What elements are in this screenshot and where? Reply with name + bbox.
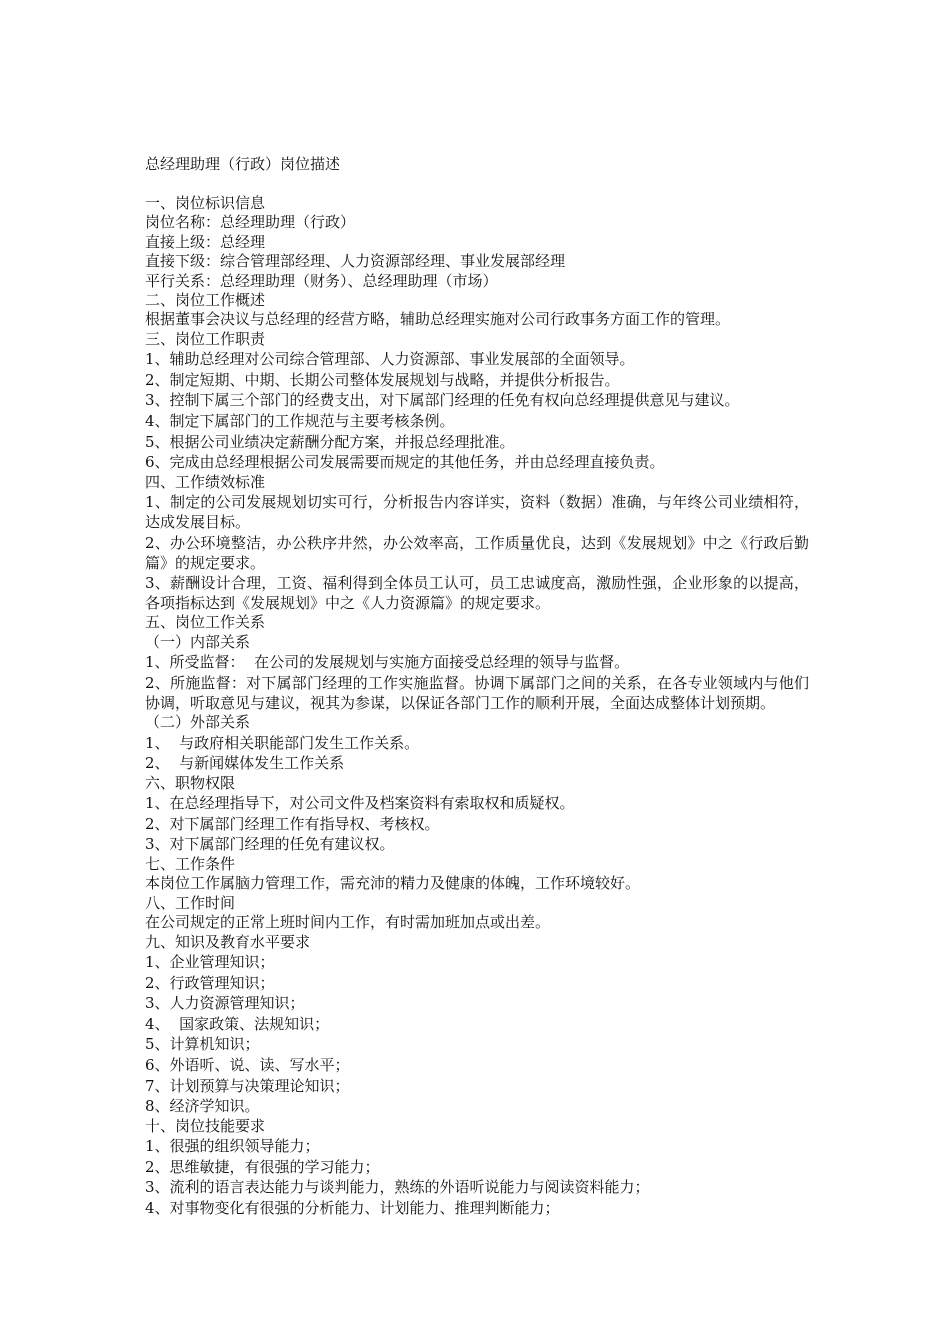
list-item: 1、辅助总经理对公司综合管理部、人力资源部、事业发展部的全面领导。 bbox=[145, 350, 635, 369]
section-heading: 二、岗位工作概述 bbox=[145, 291, 266, 310]
list-item: 3、控制下属三个部门的经费支出，对下属部门经理的任免有权向总经理提供意见与建议。 bbox=[145, 391, 740, 410]
list-item: 1、企业管理知识； bbox=[145, 953, 275, 972]
list-item: 3、薪酬设计合理，工资、福利得到全体员工认可，员工忠诚度高，激励性强，企业形象的以提高，各项指标达到《发展规划》中之《人力资源篇》的规定要求。 bbox=[145, 574, 809, 613]
info-line-direct-superior: 直接上级：总经理 bbox=[145, 232, 266, 251]
section-authority bbox=[145, 774, 809, 855]
list-item: 1、 与政府相关职能部门发生工作关系。 bbox=[145, 733, 420, 752]
section-heading: 八、工作时间 bbox=[145, 893, 236, 912]
paragraph: 本岗位工作属脑力管理工作，需充沛的精力及健康的体魄，工作环境较好。 bbox=[145, 874, 641, 893]
paragraph: 在公司规定的正常上班时间内工作，有时需加班加点或出差。 bbox=[145, 913, 551, 932]
section-heading: 三、岗位工作职责 bbox=[145, 329, 266, 348]
paragraph: 根据董事会决议与总经理的经营方略，辅助总经理实施对公司行政事务方面工作的管理。 bbox=[145, 310, 731, 329]
section-overview bbox=[145, 291, 809, 330]
list-item: 6、外语听、说、读、写水平； bbox=[145, 1056, 350, 1075]
list-item: 5、计算机知识； bbox=[145, 1035, 260, 1054]
list-item: 2、对下属部门经理工作有指导权、考核权。 bbox=[145, 814, 440, 833]
list-item: 3、流利的语言表达能力与谈判能力，熟练的外语听说能力与阅读资料能力； bbox=[145, 1178, 650, 1197]
list-item: 8、经济学知识。 bbox=[145, 1097, 260, 1116]
list-item: 1、制定的公司发展规划切实可行，分析报告内容详实，资料（数据）准确，与年终公司业绩相符，达成发展目标。 bbox=[145, 493, 809, 532]
info-line-parallel-relations: 平行关系：总经理助理（财务）、总经理助理（市场） bbox=[145, 271, 498, 290]
list-item: 1、在总经理指导下，对公司文件及档案资料有索取权和质疑权。 bbox=[145, 794, 575, 813]
section-heading: 一、岗位标识信息 bbox=[145, 194, 266, 212]
document-page bbox=[145, 154, 809, 1219]
section-heading: 四、工作绩效标准 bbox=[145, 472, 266, 491]
list-item: 4、对事物变化有很强的分析能力、计划能力、推理判断能力； bbox=[145, 1199, 560, 1217]
section-heading: 十、岗位技能要求 bbox=[145, 1116, 266, 1135]
section-work-conditions bbox=[145, 855, 809, 894]
list-item: 4、 国家政策、法规知识； bbox=[145, 1014, 330, 1033]
list-item: 1、很强的组织领导能力； bbox=[145, 1137, 320, 1156]
list-item: 2、所施监督：对下属部门经理的工作实施监督。协调下属部门之间的关系，在各专业领域内与他们协调，听取意见与建议，视其为参谋，以保证各部门工作的顺利开展，全面达成整体计划预期。 bbox=[145, 673, 809, 713]
section-identification bbox=[145, 194, 809, 291]
list-item: 2、办公环境整洁，办公秩序井然，办公效率高，工作质量优良，达到《发展规划》中之《行政后勤篇》的规定要求。 bbox=[145, 533, 809, 572]
section-heading: 九、知识及教育水平要求 bbox=[145, 932, 311, 951]
section-skill-requirements bbox=[145, 1117, 809, 1219]
list-item: 3、人力资源管理知识； bbox=[145, 994, 305, 1013]
list-item: 3、对下属部门经理的任免有建议权。 bbox=[145, 835, 395, 854]
list-item: 2、行政管理知识； bbox=[145, 973, 275, 992]
list-item: 2、思维敏捷，有很强的学习能力； bbox=[145, 1157, 380, 1176]
document-title: 总经理助理（行政）岗位描述 bbox=[145, 155, 341, 173]
section-heading: 七、工作条件 bbox=[145, 855, 236, 874]
section-work-hours bbox=[145, 894, 809, 933]
section-heading: 五、岗位工作关系 bbox=[145, 613, 266, 632]
section-knowledge-requirements bbox=[145, 933, 809, 1117]
list-item: 7、计划预算与决策理论知识； bbox=[145, 1076, 350, 1095]
list-item: 2、 与新闻媒体发生工作关系 bbox=[145, 754, 345, 773]
list-item: 6、完成由总经理根据公司发展需要而规定的其他任务，并由总经理直接负责。 bbox=[145, 453, 665, 472]
section-responsibilities bbox=[145, 330, 809, 473]
section-work-relations bbox=[145, 613, 809, 773]
section-performance-standards bbox=[145, 473, 809, 614]
subsection-heading-external: （二）外部关系 bbox=[145, 713, 251, 732]
section-heading: 六、职物权限 bbox=[145, 773, 236, 792]
list-item: 1、所受监督： 在公司的发展规划与实施方面接受总经理的领导与监督。 bbox=[145, 653, 630, 672]
info-line-position-name: 岗位名称：总经理助理（行政） bbox=[145, 213, 356, 232]
list-item: 5、根据公司业绩决定薪酬分配方案，并报总经理批准。 bbox=[145, 432, 515, 451]
list-item: 4、制定下属部门的工作规范与主要考核条例。 bbox=[145, 412, 455, 431]
info-line-direct-subordinates: 直接下级：综合管理部经理、人力资源部经理、事业发展部经理 bbox=[145, 252, 566, 271]
list-item: 2、制定短期、中期、长期公司整体发展规划与战略，并提供分析报告。 bbox=[145, 370, 620, 389]
subsection-heading-internal: （一）内部关系 bbox=[145, 632, 251, 651]
